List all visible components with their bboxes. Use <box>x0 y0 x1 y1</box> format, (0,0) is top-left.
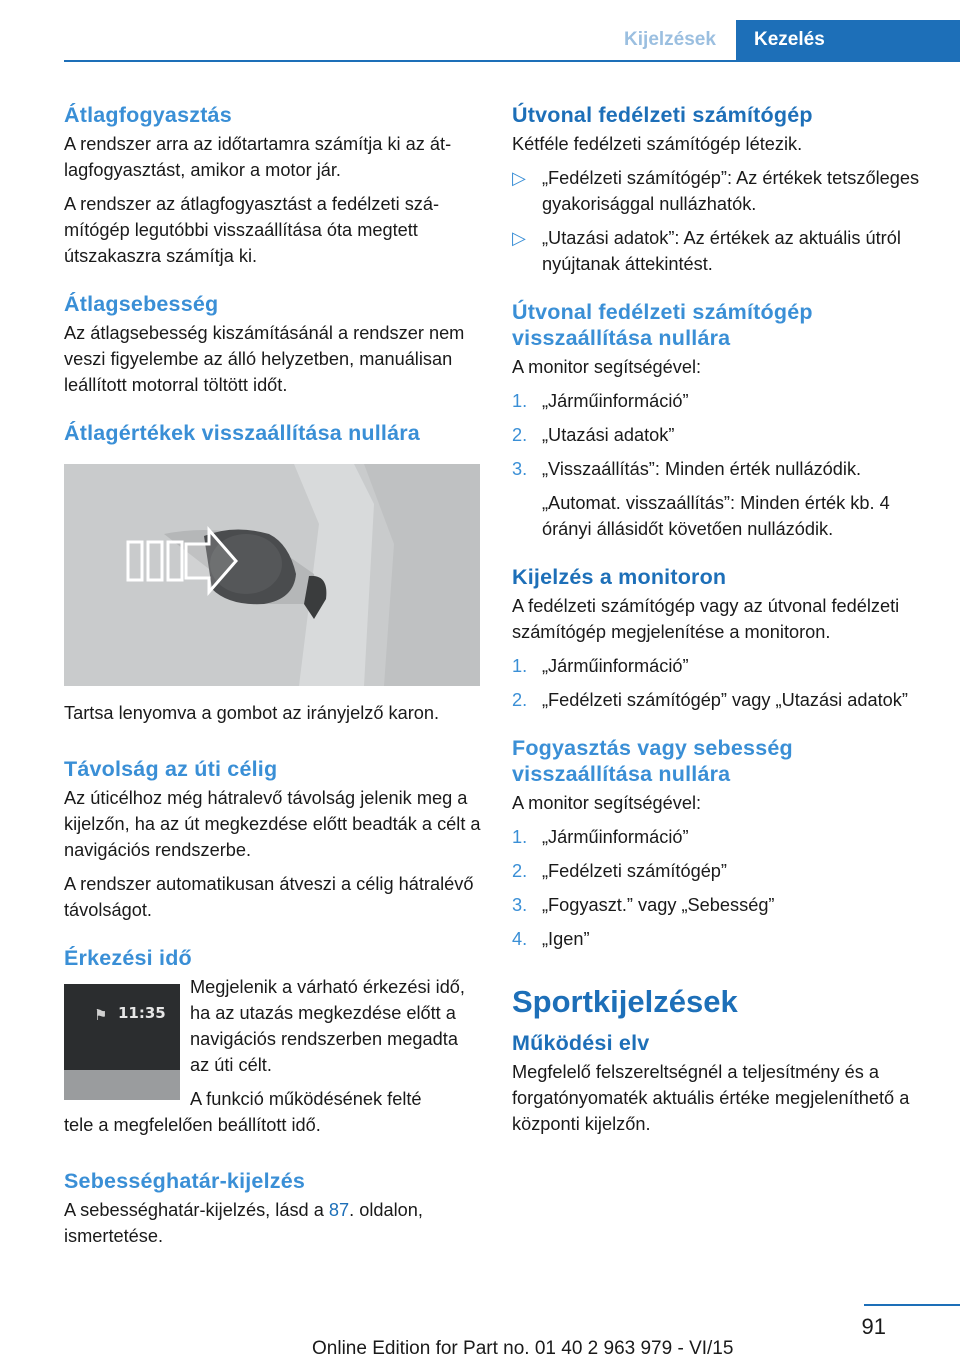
step-text: „Utazási adatok” <box>542 425 675 445</box>
bullet-list <box>512 165 927 277</box>
paragraph: A fedélzeti számítógép vagy az útvonal fedélzeti számítógép megjelenítése a monitoron. <box>512 596 900 642</box>
step-text: „Járműinformáció” <box>542 391 689 411</box>
paragraph: Az átlagsebesség kiszámításánál a rendszer nem veszi figyelembe az álló helyzetben, manuálisan leállított motorral töltött időt. <box>64 323 465 395</box>
paragraph: A monitor segítségével: <box>512 357 702 377</box>
paragraph: A monitor segítségével: <box>512 793 702 813</box>
page-number: 91 <box>861 1314 886 1339</box>
step-number: 4. <box>512 929 528 949</box>
step-text: „Visszaállítás”: Minden érték nullázódik. <box>542 459 862 479</box>
stalk-button-drawing <box>64 464 480 686</box>
tab-kijelzesek[interactable]: Kijelzések <box>624 29 716 50</box>
list-item <box>512 653 927 679</box>
text: . oldalon, ismertetése. <box>64 1200 423 1246</box>
step-number: 3. <box>512 459 528 479</box>
figure-caption: Tartsa lenyomva a gombot az irányjelző karon. <box>64 703 440 723</box>
heading-utvonal-reset: Útvonal fedélzeti számítógép visszaállítása nullára <box>512 300 813 350</box>
list-item <box>512 422 927 448</box>
step-text: „Fedélzeti számítógép” vagy „Utazási adatok” <box>542 690 908 710</box>
step-number: 2. <box>512 690 528 710</box>
list-item <box>512 926 927 952</box>
triangle-bullet-icon: ▷ <box>512 228 526 248</box>
step-text: „Fogyaszt.” vagy „Sebesség” <box>542 895 775 915</box>
paragraph: Kétféle fedélzeti számítógép létezik. <box>512 134 803 154</box>
left-column <box>64 102 484 1257</box>
list-item <box>512 225 927 277</box>
list-item <box>512 858 927 884</box>
heading-atlagsebesseg: Átlagsebesség <box>64 292 219 316</box>
step-number: 3. <box>512 895 528 915</box>
steps-list <box>512 388 927 542</box>
edition-footer: Online Edition for Part no. 01 40 2 963 979 - VI/15 <box>312 1338 734 1359</box>
step-number: 1. <box>512 827 528 847</box>
text: A sebességhatár-kijelzés, lásd a <box>64 1200 329 1220</box>
list-item-text: „Utazási adatok”: Az értékek az aktuális útról nyújtanak áttekintést. <box>542 228 901 274</box>
heading-tavolsag: Távolság az úti célig <box>64 757 278 781</box>
heading-atlagfogyasztas: Átlagfogyasztás <box>64 103 232 127</box>
list-item <box>512 165 927 217</box>
page-link-87[interactable]: 87 <box>328 1200 350 1220</box>
triangle-bullet-icon: ▷ <box>512 168 526 188</box>
list-item-text: „Fedélzeti számítógép”: Az értékek tetszőleges gyakorisággal nullázhatók. <box>542 168 920 214</box>
paragraph: A funkció működésének felté <box>190 1089 422 1109</box>
heading-fogyasztas-reset: Fogyasztás vagy sebesség visszaállítása nullára <box>512 736 793 786</box>
heading-sebessghatar: Sebességhatár-kijelzés <box>64 1169 306 1193</box>
arrival-time-display-image <box>64 984 180 1100</box>
heading-sportkijelzesek: Sportkijelzések <box>512 984 738 1019</box>
clock-time: 11:35 <box>118 1004 166 1022</box>
list-item <box>512 456 927 542</box>
paragraph: A rendszer automatikusan átveszi a célig hátralévő távolságot. <box>64 874 474 920</box>
step-text: „Járműinformáció” <box>542 656 689 676</box>
step-number: 1. <box>512 391 528 411</box>
paragraph: A rendszer arra az időtartamra számítja ki az átlagfogyasztást, amikor a motor jár. <box>64 134 452 180</box>
heading-utvonal: Útvonal fedélzeti számítógép <box>512 103 813 127</box>
heading-erkezesi-ido: Érkezési idő <box>64 946 192 970</box>
step-note: „Automat. visszaállítás”: Minden érték kb. 4 órányi állásidőt követően nullázódik. <box>542 493 890 539</box>
turn-signal-stalk-illustration <box>64 464 480 686</box>
heading-mukodesi-elv: Működési elv <box>512 1031 650 1055</box>
paragraph: tele a megfelelően beállított idő. <box>64 1115 321 1135</box>
step-number: 1. <box>512 656 528 676</box>
right-column <box>512 102 927 1145</box>
list-item <box>512 892 927 918</box>
step-number: 2. <box>512 861 528 881</box>
footer-rule <box>864 1304 960 1306</box>
step-text: „Fedélzeti számítógép” <box>542 861 727 881</box>
heading-kijelzes-monitoron: Kijelzés a monitoron <box>512 565 727 589</box>
list-item <box>512 824 927 850</box>
tab-kezeles[interactable]: Kezelés <box>736 20 960 60</box>
paragraph-sebesseghatar <box>64 1197 484 1249</box>
flag-icon: ⚑ <box>94 1007 108 1024</box>
steps-list <box>512 653 927 713</box>
list-item <box>512 388 927 414</box>
header-rule <box>64 60 960 62</box>
list-item <box>512 687 927 713</box>
paragraph: Az úticélhoz még hátralevő távolság jelenik meg a kijelzőn, ha az út megkezdése előtt beadták a célt a navigációs rendszerbe. <box>64 788 481 860</box>
arrival-time-block <box>64 974 484 1116</box>
paragraph: Megfelelő felszereltségnél a teljesítmény és a forgatónyomaték aktuális értéke megjeleníthető a központi kijelzőn. <box>512 1062 910 1134</box>
steps-list <box>512 824 927 952</box>
paragraph: Megjelenik a várható érkezési idő, ha az utazás megkezdése előtt a navigációs rendszerben megadta az úti célt. <box>190 977 465 1075</box>
heading-atlagertekek-reset: Átlagértékek visszaállítása nullára <box>64 421 420 445</box>
step-text: „Igen” <box>542 929 590 949</box>
step-number: 2. <box>512 425 528 445</box>
step-text: „Járműinformáció” <box>542 827 689 847</box>
paragraph: A rendszer az átlagfogyasztást a fedélzeti számítógép legutóbbi visszaállítása óta megtett útszakaszra számítja ki. <box>64 194 440 266</box>
top-navigation <box>0 0 960 64</box>
